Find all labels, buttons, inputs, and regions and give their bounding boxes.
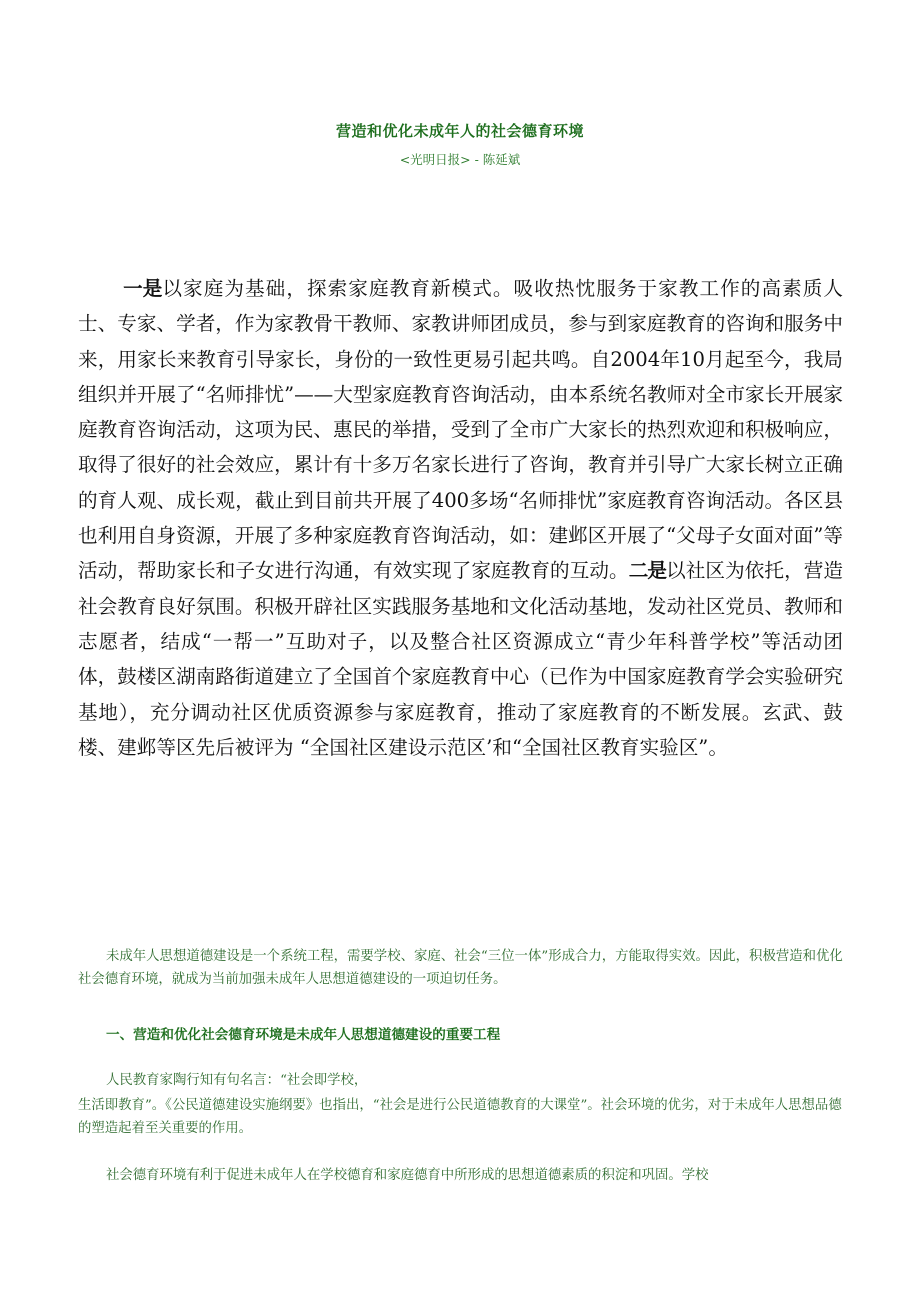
article-byline: <光明日报> - 陈延斌	[399, 152, 521, 167]
ordinal-first: 一是	[122, 277, 163, 300]
main-paragraph-part-2: 以社区为依托，营造社会教育良好氛围。积极开辟社区实践服务基地和文化活动基地，发动社区党员、教师和志愿者，结成“一帮一”互助对子，以及整合社区资源成立“青少年科普学校”等活动团体，鼓楼区湖南路街道建立了全国首个家庭教育中心（已作为中国家庭教育学会实验研究基地），充分调动社区优质资源参与家庭教育，推动了家庭教育的不断发展。玄武、鼓楼、建邺等区先后被评为 “全国社区建设示范区’和“全国社区教育实验区”。	[78, 559, 844, 759]
section-heading: 一、营造和优化社会德育环境是未成年人思想道德建设的重要工程	[106, 1027, 501, 1043]
last-paragraph-text: 社会德育环境有利于促进未成年人在学校德育和家庭德育中所形成的思想道德素质的积淀和巩固。学校	[106, 1168, 709, 1183]
last-paragraph	[78, 1165, 843, 1188]
quote-line-1-text: 人民教育家陶行知有句名言：“社会即学校，	[106, 1073, 368, 1088]
article-title: 营造和优化未成年人的社会德育环境	[335, 122, 584, 140]
ordinal-second: 二是	[628, 559, 667, 583]
quote-line-2: 生活即教育”。《公民道德建设实施纲要》也指出，“社会是进行公民道德教育的大课堂”。社会环境的优劣，对于未成年人思想品德的塑造起着至关重要的作用。	[78, 1098, 842, 1136]
main-paragraph-part-1: 以家庭为基础，探索家庭教育新模式。吸收热忱服务于家教工作的高素质人士、专家、学者，作为家教骨干教师、家教讲师团成员，参与到家庭教育的咨询和服务中来，用家长来教育引导家长，身份的一致性更易引起共鸣。自2004年10月起至今，我局组织并开展了“名师排忧”——大型家庭教育咨询活动，由本系统名教师对全市家长开展家庭教育咨询活动，这项为民、惠民的举措，受到了全市广大家长的热烈欢迎和积极响应，取得了很好的社会效应，累计有十多万名家长进行了咨询，教育并引导广大家长树立正确的育人观、成长观，截止到目前共开展了400多场“名师排忧”家庭教育咨询活动。各区县也利用自身资源，开展了多种家庭教育咨询活动，如：建邺区开展了“父母子女面对面”等活动，帮助家长和子女进行沟通，有效实现了家庭教育的互动。	[78, 277, 844, 583]
intro-paragraph-text: 未成年人思想道德建设是一个系统工程，需要学校、家庭、社会“三位一体”形成合力，方能取得实效。因此，积极营造和优化社会德育环境，就成为当前加强未成年人思想道德建设的一项迫切任务。	[78, 949, 843, 987]
quote-line-1	[78, 1070, 843, 1093]
intro-paragraph	[78, 946, 843, 991]
main-paragraph	[78, 271, 843, 765]
